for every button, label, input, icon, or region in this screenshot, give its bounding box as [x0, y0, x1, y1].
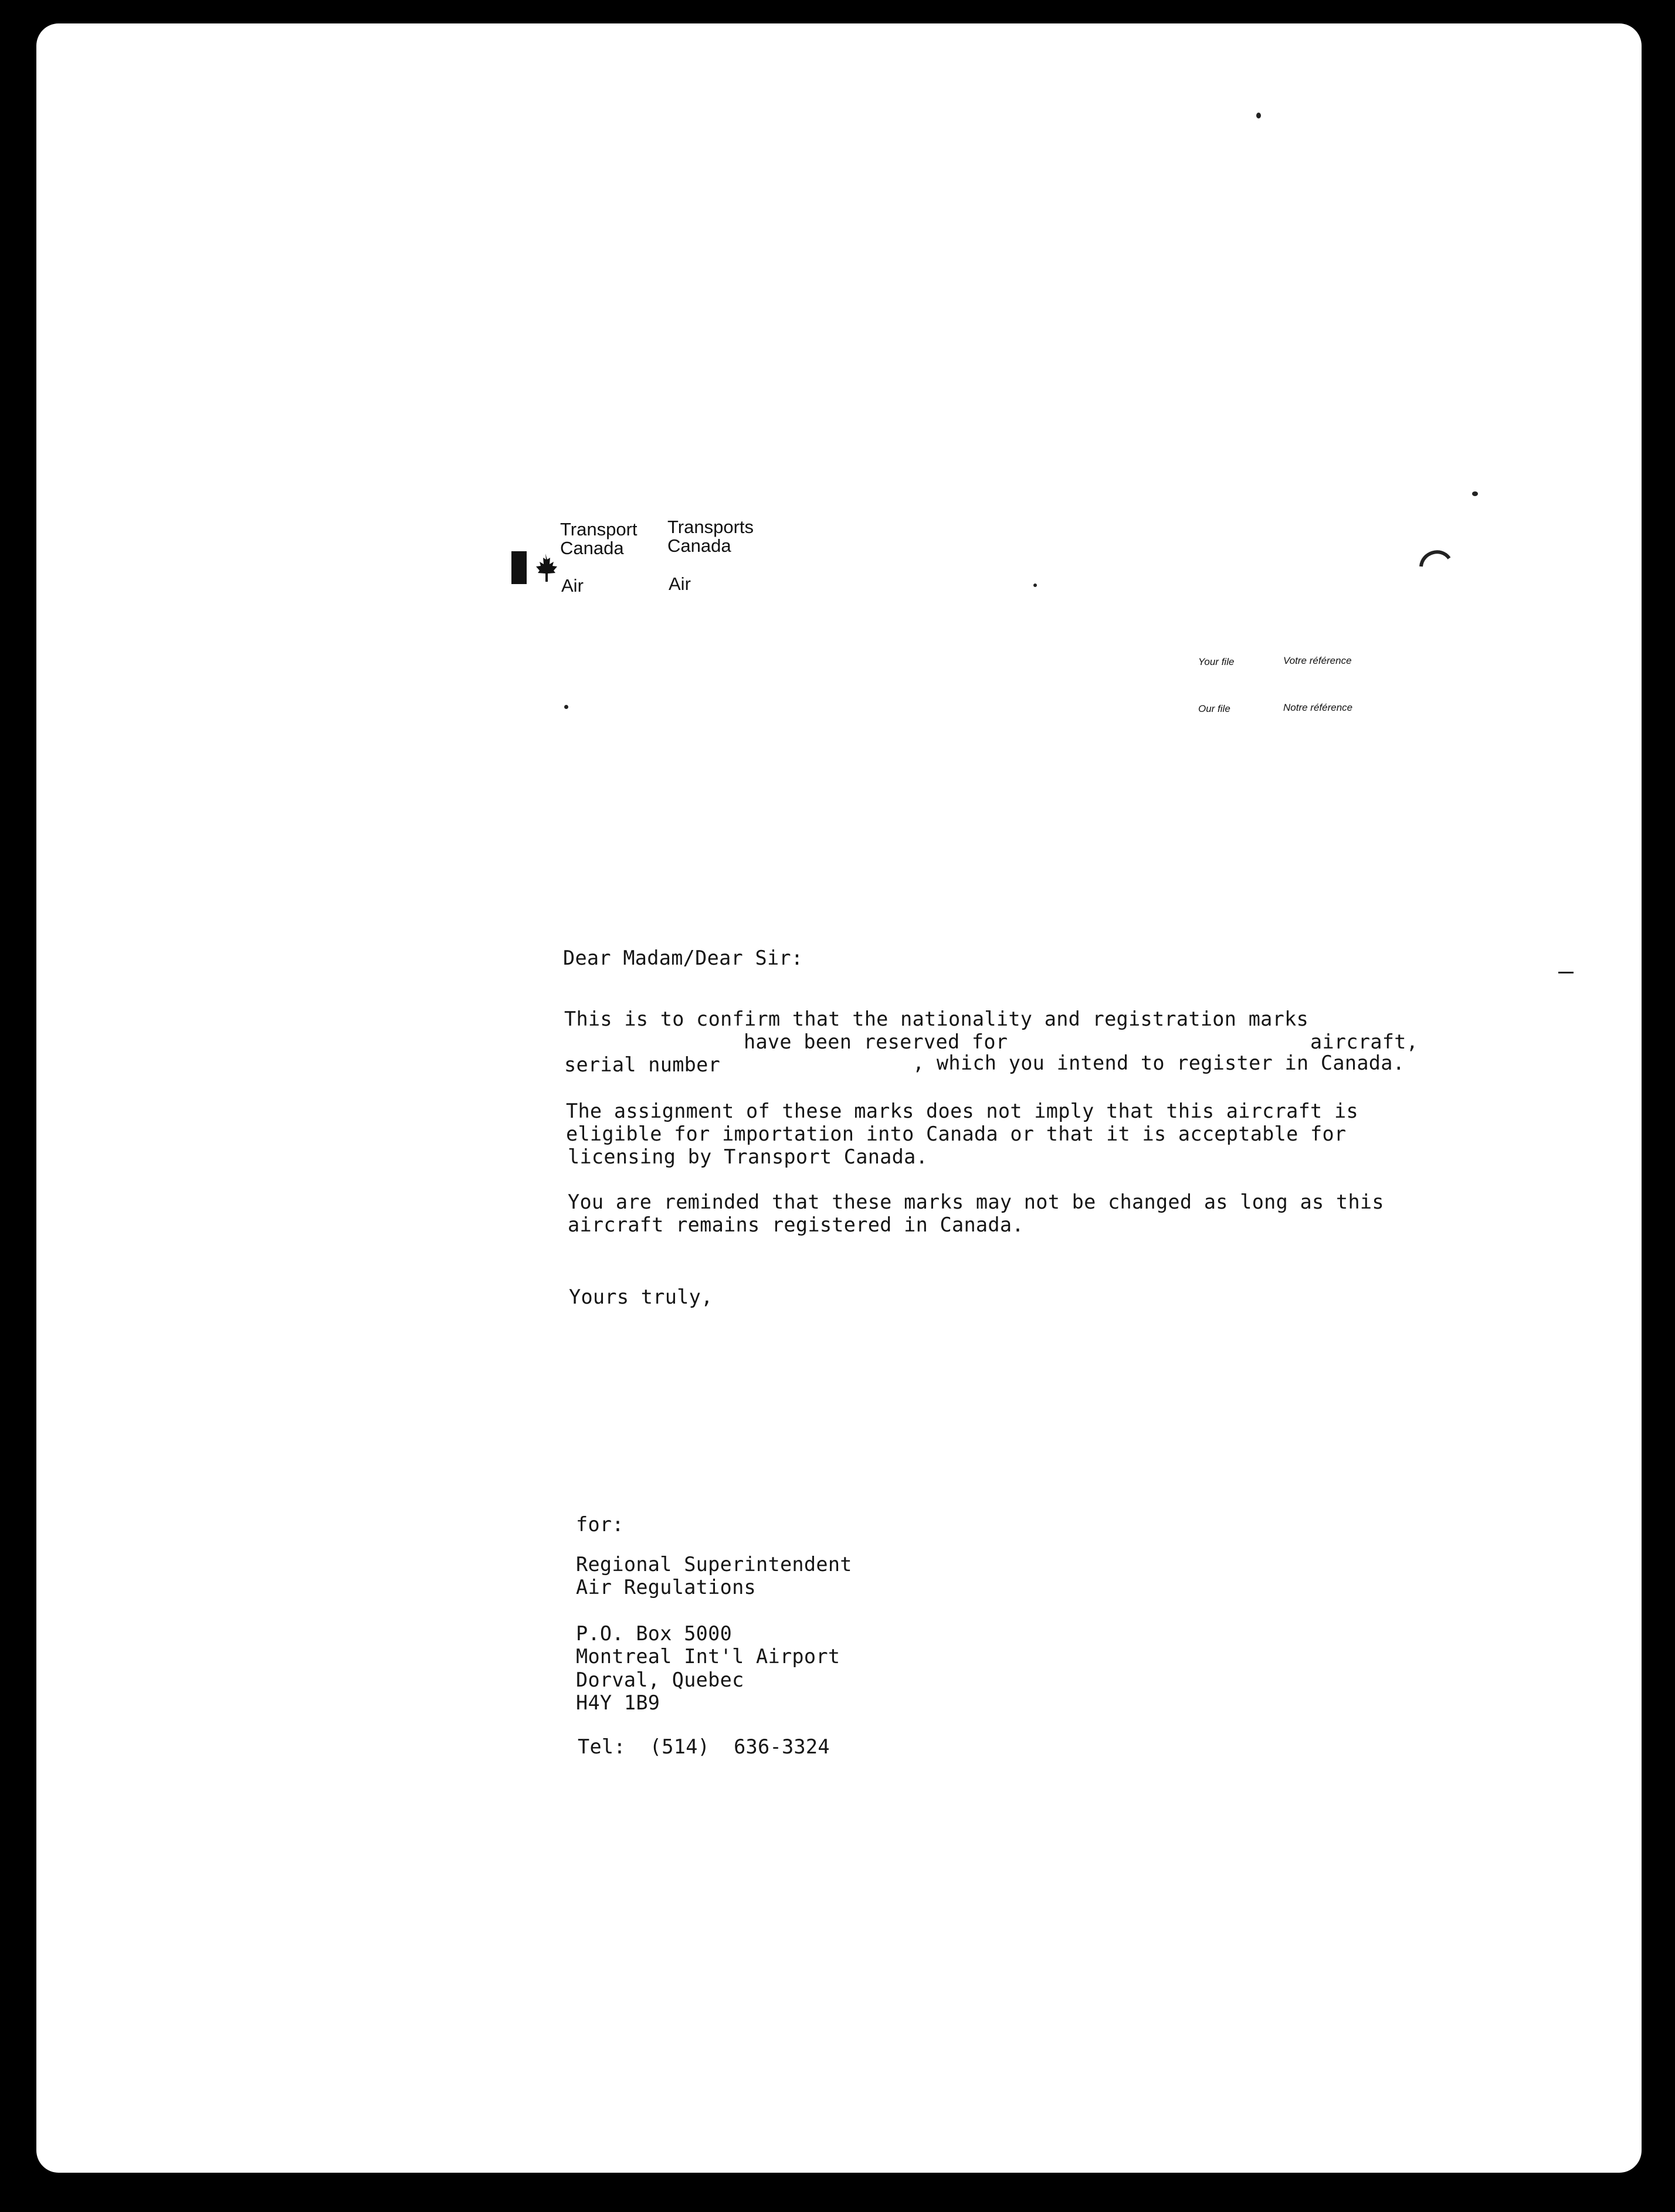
telephone: Tel: (514) 636-3324 [578, 1735, 830, 1758]
signatory-title-line-2: Air Regulations [576, 1576, 757, 1599]
paragraph-1-line-3a: serial number [564, 1053, 721, 1076]
paragraph-2-line-1: The assignment of these marks does not imply that this aircraft is [566, 1100, 1358, 1122]
salutation: Dear Madam/Dear Sir: [563, 946, 803, 969]
address-line-1: P.O. Box 5000 [576, 1622, 733, 1645]
scan-speck [635, 2189, 658, 2212]
dept-name-en-line2: Canada [560, 538, 624, 558]
paragraph-1-line-2a: have been reserved for [744, 1030, 1008, 1053]
dept-name-fr-line1: Transports [667, 517, 754, 537]
address-line-2: Montreal Int'l Airport [576, 1645, 840, 1668]
paragraph-3-line-1: You are reminded that these marks may not be changed as long as this [568, 1190, 1384, 1213]
branch-name-en: Air [561, 575, 584, 596]
paragraph-1-line-2b: aircraft, [1310, 1030, 1419, 1053]
paragraph-3-line-2: aircraft remains registered in Canada. [568, 1213, 1024, 1236]
dept-name-fr [667, 518, 754, 555]
canada-flag-icon [511, 551, 562, 586]
scan-speck [1033, 583, 1037, 587]
our-file-label-fr: Notre référence [1283, 702, 1353, 713]
address-line-4: H4Y 1B9 [576, 1691, 660, 1714]
paragraph-1-line-3b: , which you intend to register in Canada. [913, 1051, 1405, 1074]
scan-speck [1256, 113, 1261, 118]
paragraph-1-line-1: This is to confirm that the nationality and registration marks [564, 1007, 1309, 1030]
scan-mark [1418, 544, 1453, 570]
your-file-label-fr: Votre référence [1283, 655, 1352, 666]
dept-name-en-line1: Transport [560, 519, 638, 540]
dept-name-fr-line2: Canada [667, 535, 731, 556]
for-label: for: [576, 1513, 624, 1536]
signatory-title-line-1: Regional Superintendent [576, 1553, 852, 1576]
your-file-label-en: Your file [1198, 656, 1235, 667]
address-line-3: Dorval, Quebec [576, 1668, 744, 1691]
scan-speck [1472, 491, 1478, 496]
scan-speck [564, 705, 568, 709]
paragraph-2-line-3: licensing by Transport Canada. [568, 1145, 928, 1168]
letter-page [36, 23, 1642, 2173]
scan-mark [1558, 972, 1574, 973]
closing: Yours truly, [569, 1285, 713, 1308]
our-file-label-en: Our file [1198, 703, 1230, 714]
dept-name-en [560, 520, 638, 558]
branch-name-fr: Air [669, 574, 691, 594]
paragraph-2-line-2: eligible for importation into Canada or that it is acceptable for [566, 1122, 1347, 1145]
